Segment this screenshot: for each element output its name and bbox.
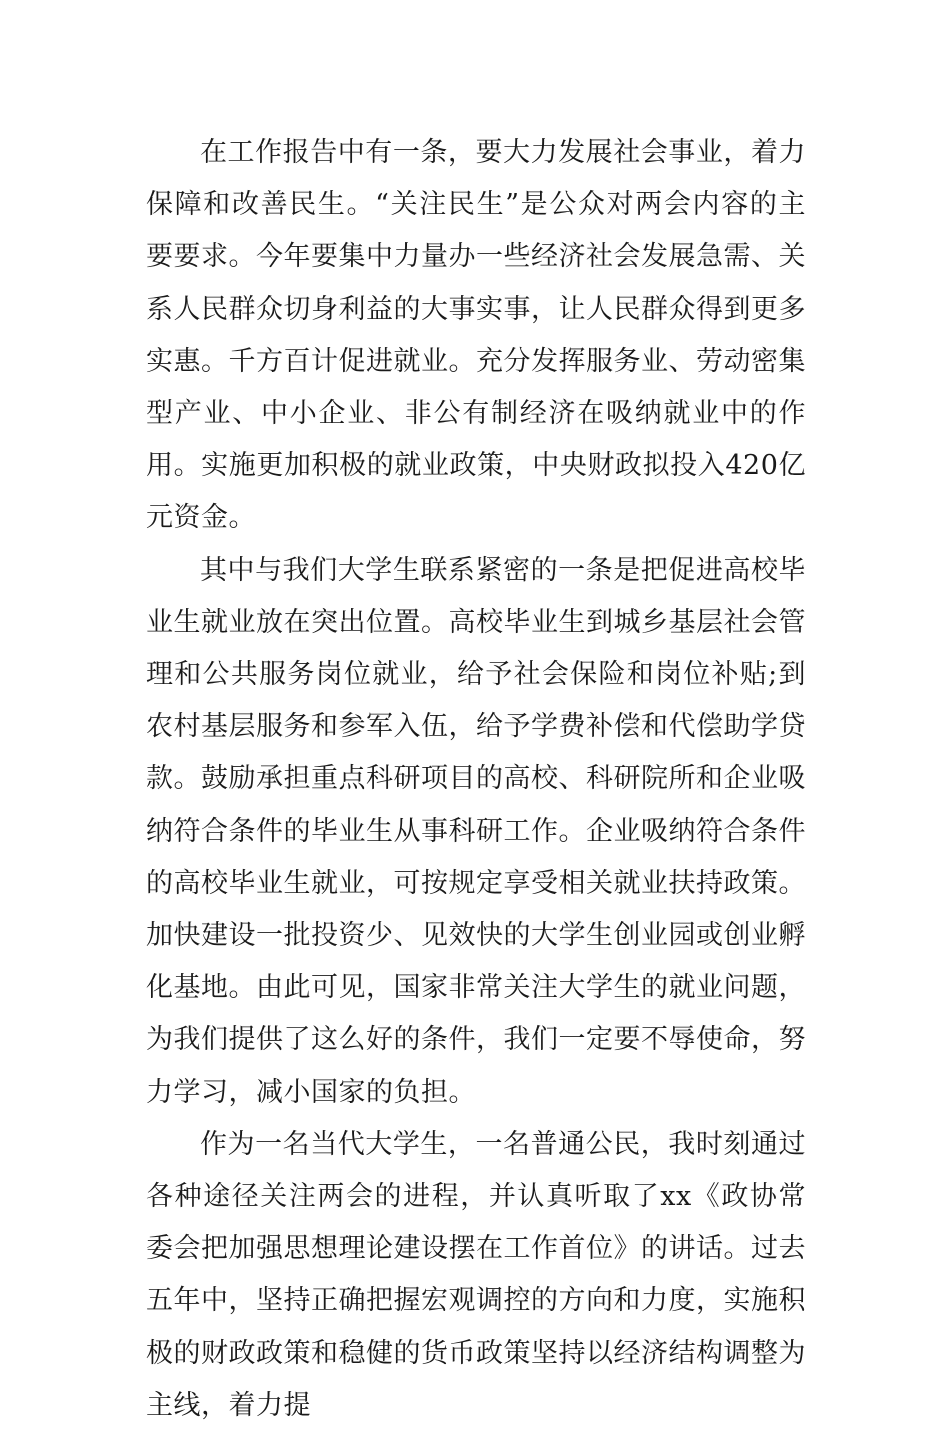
paragraph-1: 在工作报告中有一条，要大力发展社会事业，着力保障和改善民生。“关注民生”是公众对两会内容的主要要求。今年要集中力量办一些经济社会发展急需、关系人民群众切身利益的大事实事，让人民群众得到更多实惠。千方百计促进就业。充分发挥服务业、劳动密集型产业、中小企业、非公有制经济在吸纳就业中的作用。实施更加积极的就业政策，中央财政拟投入420亿元资金。 [146, 137, 806, 534]
paragraph-2: 其中与我们大学生联系紧密的一条是把促进高校毕业生就业放在突出位置。高校毕业生到城乡基层社会管理和公共服务岗位就业，给予社会保险和岗位补贴;到农村基层服务和参军入伍，给予学费补偿和代偿助学贷款。鼓励承担重点科研项目的高校、科研院所和企业吸纳符合条件的毕业生从事科研工作。企业吸纳符合条件的高校毕业生就业，可按规定享受相关就业扶持政策。加快建设一批投资少、见效快的大学生创业园或创业孵化基地。由此可见，国家非常关注大学生的就业问题，为我们提供了这么好的条件，我们一定要不辱使命，努力学习，减小国家的负担。 [146, 554, 806, 1108]
document-body [146, 127, 806, 1432]
paragraph-3: 作为一名当代大学生，一名普通公民，我时刻通过各种途径关注两会的进程，并认真听取了xx《政协常委会把加强思想理论建设摆在工作首位》的讲话。过去五年中，坚持正确把握宏观调控的方向和力度，实施积极的财政政策和稳健的货币政策坚持以经济结构调整为主线，着力提 [146, 1128, 806, 1421]
